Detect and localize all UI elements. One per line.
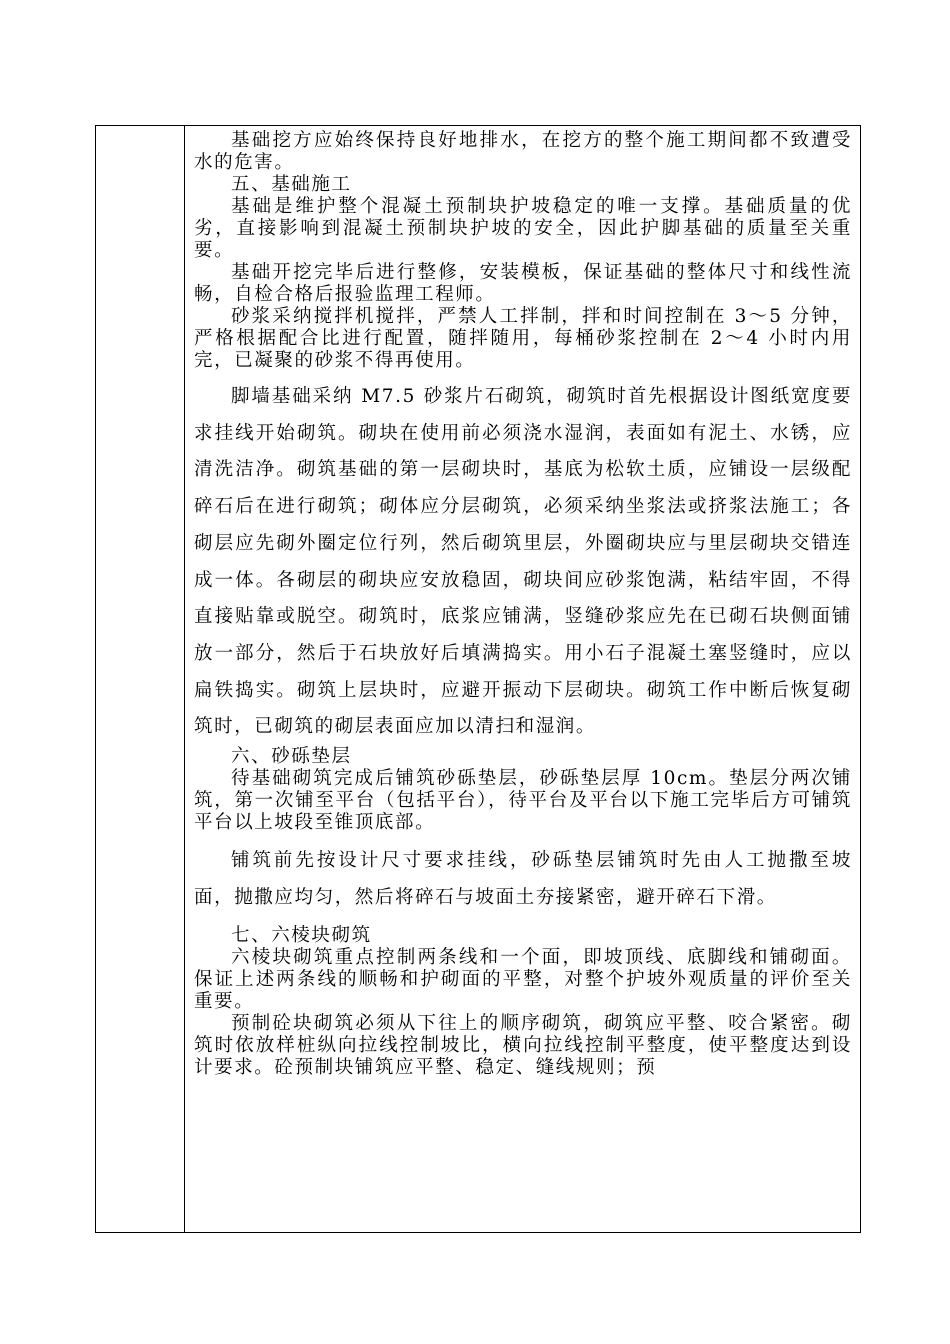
heading-hexagon-block: 七、六棱块砌筑 — [231, 925, 372, 947]
paragraph-footwall-masonry: 脚墙基础采纳 M7.5 砂浆片石砌筑，砌筑时首先根据设计图纸宽度要求挂线开始砌筑。砌块在使用前必须浇水湿润，表面如有泥土、水锈，应清洗洁净。砌筑基础的第一层砌块时，基底为松软土质，应铺设一层级配碎石后在进行砌筑；砌体应分层砌筑，必须采纳坐浆法或挤浆法施工；各砌层应先砌外圈定位行列，然后砌筑里层，外圈砌块应与里层砌块交错连成一体。各砌层的砌块应安放稳固，砌块间应砂浆饱满，粘结牢固，不得直接贴靠或脱空。砌筑时，底浆应铺满，竖缝砂浆应先在已砌石块侧面铺放一部分，然后于石块放好后填满捣实。用小石子混凝土塞竖缝时，应以扁铁捣实。砌筑上层块时，应避开振动下层砌块。砌筑工作中断后恢复砌筑时，已砌筑的砌层表面应加以清扫和湿润。 — [194, 386, 852, 738]
paragraph-precast-block: 预制砼块砌筑必须从下往上的顺序砌筑，砌筑应平整、咬合紧密。砌筑时依放样桩纵向拉线控制坡比，横向拉线控制平整度，使平整度达到设计要求。砼预制块铺筑应平整、稳定、缝线规则；预 — [194, 1013, 852, 1079]
paragraph-drainage: 基础挖方应始终保持良好地排水，在挖方的整个施工期间都不致遭受水的危害。 — [194, 130, 852, 173]
paragraph-excavation-trimming: 基础开挖完毕后进行整修，安装模板，保证基础的整体尺寸和线性流畅，自检合格后报验监理工程师。 — [194, 262, 852, 305]
table-frame — [95, 125, 861, 1233]
paragraph-mortar-mixing: 砂浆采纳搅拌机搅拌，严禁人工拌制，拌和时间控制在 3～5 分钟，严格根据配合比进行配置，随拌随用，每桶砂浆控制在 2～4 小时内用完，已凝聚的砂浆不得再使用。 — [194, 306, 852, 371]
paragraph-gravel-laying: 铺筑前先按设计尺寸要求挂线，砂砾垫层铺筑时先由人工抛撒至坡面，抛撒应均匀，然后将碎石与坡面土夯接紧密，避开碎石下滑。 — [194, 850, 852, 908]
paragraph-foundation-importance: 基础是维护整个混凝土预制块护坡稳定的唯一支撑。基础质量的优劣，直接影响到混凝土预制块护坡的安全，因此护脚基础的质量至关重要。 — [194, 196, 852, 261]
paragraph-gravel-cushion: 待基础砌筑完成后铺筑砂砾垫层，砂砾垫层厚 10cm。垫层分两次铺筑，第一次铺至平台（包括平台），待平台及平台以下施工完毕后方可铺筑平台以上坡段至锥顶底部。 — [194, 768, 852, 834]
content-column — [185, 126, 860, 1232]
heading-foundation-construction: 五、基础施工 — [231, 174, 352, 195]
paragraph-hexagon-control: 六棱块砌筑重点控制两条线和一个面，即坡顶线、底脚线和铺砌面。保证上述两条线的顺畅和护砌面的平整，对整个护坡外观质量的评价至关重要。 — [194, 947, 852, 1013]
label-column — [96, 126, 185, 1232]
heading-gravel-cushion: 六、砂砾垫层 — [231, 746, 352, 768]
